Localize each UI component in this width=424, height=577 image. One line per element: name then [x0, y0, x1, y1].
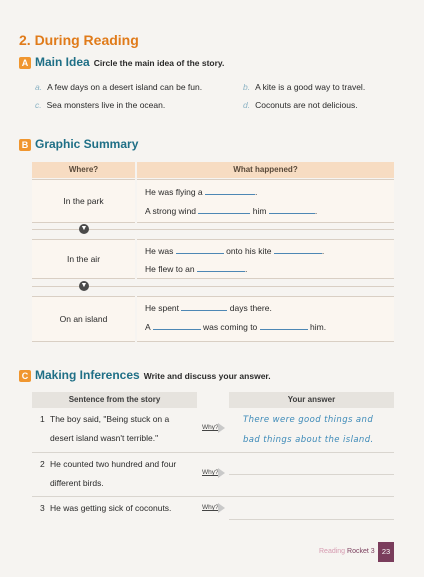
place-cell: In the air	[32, 239, 135, 279]
sentence-text: different birds.	[50, 478, 104, 488]
text: .	[255, 187, 258, 197]
row-number: 1	[40, 414, 45, 424]
making-inferences-title: Making Inferences	[35, 368, 140, 382]
main-idea-heading	[35, 55, 224, 69]
why-label: Why?	[202, 424, 219, 431]
header-your-answer: Your answer	[229, 392, 394, 408]
text: He was	[145, 246, 174, 256]
sentence-cell	[40, 455, 205, 493]
text: A strong wind	[145, 206, 197, 216]
option-text: A few days on a desert island can be fun.	[47, 82, 203, 92]
handwritten-answer: There were good things and	[243, 415, 374, 425]
book-name: Rocket 3	[347, 548, 375, 555]
text: him	[252, 206, 267, 216]
flow-arrow	[32, 223, 394, 237]
main-idea-option-c[interactable]	[35, 100, 165, 110]
sentence-text: The boy said, "Being stuck on a	[50, 414, 170, 424]
blank-field[interactable]	[181, 309, 227, 311]
making-inferences-instruction: Write and discuss your answer.	[143, 371, 271, 381]
making-inferences-heading	[35, 368, 271, 382]
flow-arrow	[32, 280, 394, 294]
text: He flew to an	[145, 264, 195, 274]
fill-line	[145, 264, 247, 274]
fill-line	[145, 303, 272, 313]
page-number: 23	[378, 542, 394, 562]
answer-field[interactable]	[229, 474, 394, 475]
text: He spent	[145, 303, 180, 313]
main-idea-title: Main Idea	[35, 55, 90, 69]
header-sentence: Sentence from the story	[32, 392, 197, 408]
right-arrow-icon	[218, 468, 225, 478]
divider	[32, 496, 394, 497]
what-happened-cell	[137, 239, 394, 279]
blank-field[interactable]	[198, 212, 250, 214]
fill-line	[145, 206, 317, 216]
sentence-text: desert island wasn't terrible."	[50, 433, 159, 443]
fill-line	[145, 246, 324, 256]
option-letter: d.	[243, 100, 251, 110]
divider	[32, 452, 394, 453]
fill-line	[145, 322, 326, 332]
right-arrow-icon	[218, 503, 225, 513]
answer-field[interactable]	[229, 519, 394, 520]
blank-field[interactable]	[205, 193, 255, 195]
main-idea-option-a[interactable]	[35, 82, 202, 92]
header-where: Where?	[32, 162, 135, 178]
place-cell: On an island	[32, 296, 135, 342]
right-arrow-icon	[218, 423, 225, 433]
main-idea-instruction: Circle the main idea of the story.	[93, 58, 225, 68]
text: was coming to	[202, 322, 258, 332]
header-what-happened: What happened?	[137, 162, 394, 178]
section-b-badge: B	[19, 139, 31, 151]
text: A	[145, 322, 151, 332]
section-title: 2. During Reading	[19, 32, 139, 48]
down-arrow-icon: ▼	[80, 282, 88, 289]
sentence-text: He counted two hundred and four	[50, 459, 177, 469]
down-arrow-icon: ▼	[80, 225, 88, 232]
main-idea-option-d[interactable]	[243, 100, 358, 110]
sentence-cell	[40, 499, 205, 518]
row-number: 3	[40, 503, 45, 513]
text: .	[321, 246, 325, 256]
option-text: Sea monsters live in the ocean.	[46, 100, 166, 110]
option-letter: a.	[35, 82, 43, 92]
fill-line	[145, 187, 257, 197]
blank-field[interactable]	[197, 270, 245, 272]
blank-field[interactable]	[176, 252, 224, 254]
footer-book-label	[319, 548, 375, 555]
sentence-text: He was getting sick of coconuts.	[50, 503, 172, 513]
option-letter: b.	[243, 82, 251, 92]
handwritten-answer: bad things about the island.	[243, 435, 374, 445]
main-idea-option-b[interactable]	[243, 82, 365, 92]
blank-field[interactable]	[274, 252, 322, 254]
blank-field[interactable]	[153, 328, 201, 330]
why-label: Why?	[202, 504, 219, 511]
text: He was flying a	[145, 187, 203, 197]
text: him.	[310, 322, 327, 332]
series-name: Reading	[319, 548, 346, 555]
option-text: Coconuts are not delicious.	[255, 100, 358, 110]
option-letter: c.	[35, 100, 42, 110]
section-c-badge: C	[19, 370, 31, 382]
text: .	[245, 264, 248, 274]
place-cell: In the park	[32, 179, 135, 223]
what-happened-cell	[137, 296, 394, 342]
what-happened-cell	[137, 179, 394, 223]
option-text: A kite is a good way to travel.	[255, 82, 366, 92]
text: .	[314, 206, 318, 216]
blank-field[interactable]	[260, 328, 308, 330]
section-a-badge: A	[19, 57, 31, 69]
graphic-summary-title: Graphic Summary	[35, 137, 139, 151]
text: onto his kite	[226, 246, 272, 256]
why-label: Why?	[202, 469, 219, 476]
blank-field[interactable]	[269, 212, 315, 214]
row-number: 2	[40, 459, 45, 469]
text: days there.	[229, 303, 272, 313]
sentence-cell	[40, 410, 205, 448]
